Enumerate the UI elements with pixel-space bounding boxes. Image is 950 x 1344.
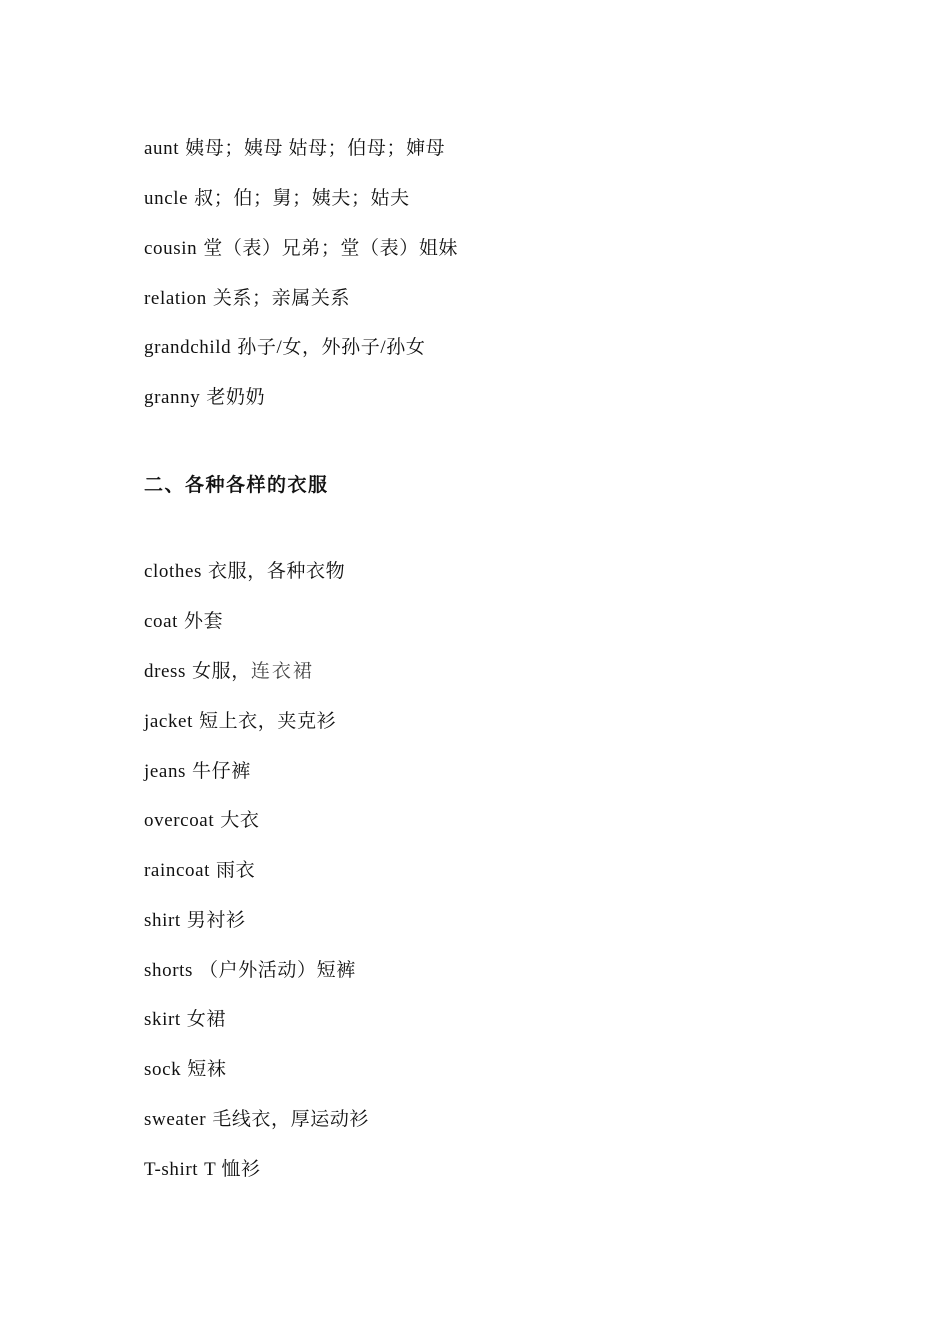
vocab-english: T-shirt bbox=[144, 1159, 199, 1180]
vocab-english: clothes bbox=[144, 561, 203, 582]
vocab-chinese: T 恤衫 bbox=[204, 1159, 261, 1180]
vocab-line-raincoat bbox=[144, 859, 255, 883]
vocab-english: coat bbox=[144, 611, 179, 632]
vocab-chinese: 外套 bbox=[184, 611, 224, 632]
vocab-chinese: （户外活动）短裤 bbox=[199, 960, 356, 981]
vocab-line-t-shirt bbox=[144, 1158, 261, 1182]
vocab-english: overcoat bbox=[144, 810, 215, 831]
vocab-line-granny bbox=[144, 386, 265, 410]
vocab-line-shirt bbox=[144, 909, 246, 933]
vocab-line-skirt bbox=[144, 1008, 226, 1032]
vocab-english: aunt bbox=[144, 138, 180, 159]
vocab-chinese: 女服， bbox=[192, 661, 251, 682]
vocab-chinese: 短袜 bbox=[187, 1059, 227, 1080]
vocab-chinese: 雨衣 bbox=[215, 860, 256, 881]
vocab-english: shorts bbox=[144, 960, 193, 981]
vocab-chinese: 短上衣，夹克衫 bbox=[198, 711, 337, 732]
vocab-english: uncle bbox=[144, 188, 189, 209]
vocab-chinese: 毛线衣，厚运动衫 bbox=[212, 1109, 370, 1130]
vocab-chinese: 关系；亲属关系 bbox=[212, 288, 351, 309]
vocab-line-jacket bbox=[144, 710, 336, 734]
vocab-chinese: 女裙 bbox=[186, 1009, 226, 1030]
vocab-english: raincoat bbox=[144, 860, 210, 881]
vocab-line-uncle bbox=[144, 187, 410, 211]
vocab-chinese: 牛仔裤 bbox=[192, 761, 251, 782]
vocab-line-grandchild bbox=[144, 336, 425, 360]
vocab-english: jacket bbox=[144, 711, 193, 732]
vocab-chinese: 大衣 bbox=[220, 810, 260, 831]
vocab-english: relation bbox=[144, 288, 207, 309]
vocab-english: jeans bbox=[144, 761, 187, 782]
vocab-line-sock bbox=[144, 1058, 226, 1082]
vocab-chinese: 堂（表）兄弟；堂（表）姐妹 bbox=[203, 238, 459, 259]
vocab-chinese: 衣服，各种衣物 bbox=[208, 561, 346, 582]
vocab-line-coat bbox=[144, 610, 223, 634]
vocab-line-overcoat bbox=[144, 809, 259, 833]
vocab-chinese: 姨母；姨母 姑母；伯母；婶母 bbox=[185, 138, 446, 159]
vocab-line-relation bbox=[144, 287, 350, 311]
vocab-chinese: 老奶奶 bbox=[206, 387, 266, 408]
vocab-english: dress bbox=[144, 661, 187, 682]
vocab-english: shirt bbox=[144, 910, 181, 931]
vocab-english: sweater bbox=[144, 1109, 207, 1130]
vocab-line-aunt bbox=[144, 137, 445, 161]
vocab-english: cousin bbox=[144, 238, 198, 259]
vocab-english: grandchild bbox=[144, 337, 232, 358]
vocab-english: skirt bbox=[144, 1009, 181, 1030]
vocab-line-cousin bbox=[144, 237, 458, 261]
vocab-chinese-extra: 连衣裙 bbox=[250, 661, 314, 682]
vocab-english: granny bbox=[144, 387, 201, 408]
section-heading: 二、各种各样的衣服 bbox=[144, 475, 329, 496]
vocab-chinese: 男衬衫 bbox=[186, 910, 246, 931]
vocab-english: sock bbox=[144, 1059, 182, 1080]
vocab-line-jeans bbox=[144, 760, 251, 784]
vocab-line-clothes bbox=[144, 560, 345, 584]
vocab-line-shorts bbox=[144, 959, 356, 983]
vocab-line-dress bbox=[144, 660, 314, 684]
vocab-chinese: 孙子/女，外孙子/孙女 bbox=[237, 337, 426, 358]
vocab-line-sweater bbox=[144, 1108, 369, 1132]
vocab-chinese: 叔；伯；舅；姨夫；姑夫 bbox=[194, 188, 410, 209]
